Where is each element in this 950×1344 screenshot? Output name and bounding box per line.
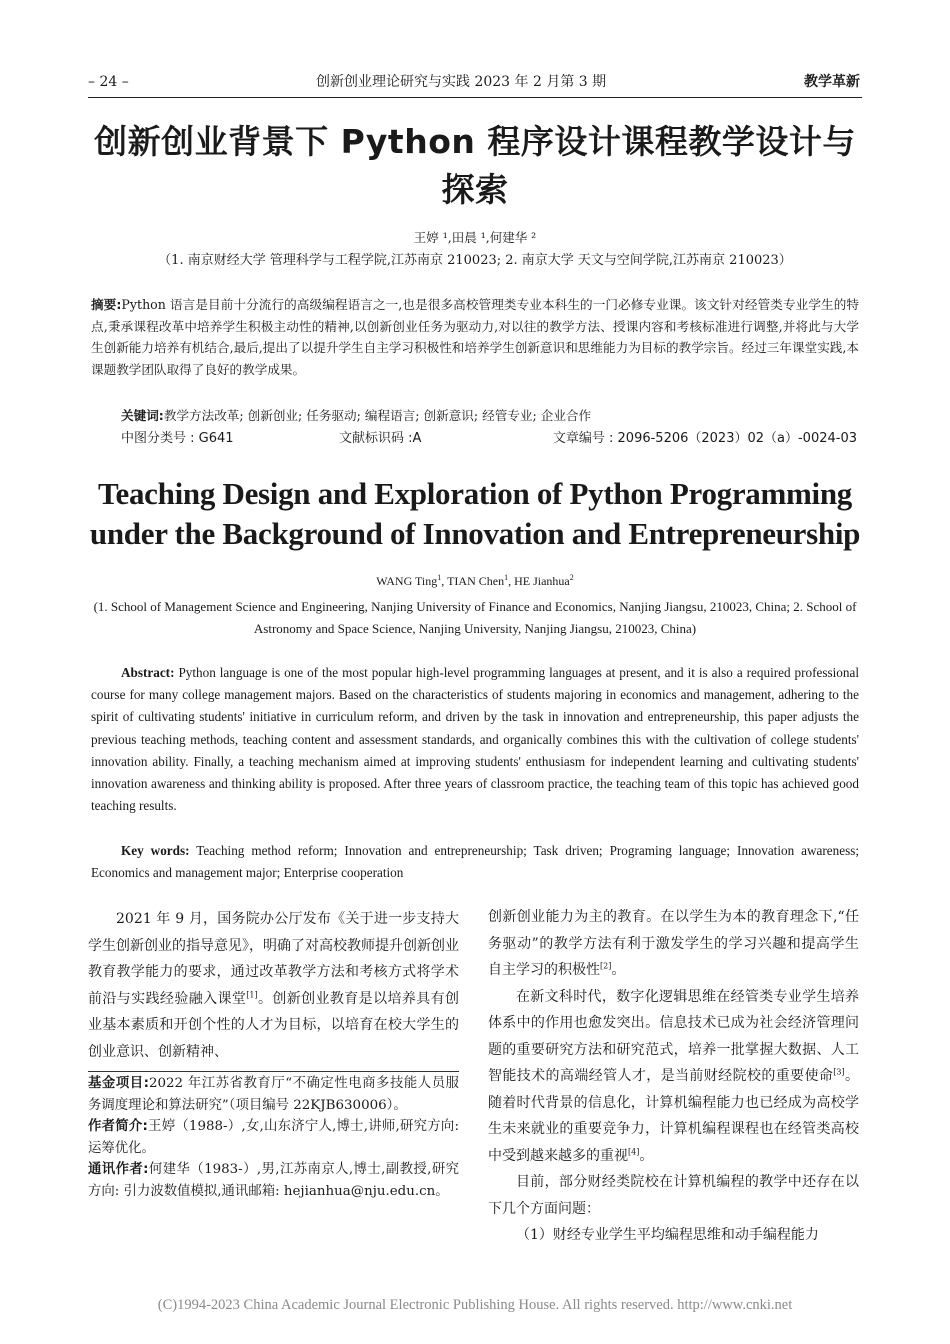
- author-en-1-sup: 1: [437, 573, 442, 582]
- affiliations-en: (1. School of Management Science and Engineering, Nanjing University of Finance and Economics, Nanjing Jiangsu, 210023, China; 2. School of Astronomy and Space Science, Nanjing University, Nanjing Jiangsu, 210023, China): [93, 599, 857, 636]
- abstract-cn-text: Python 语言是目前十分流行的高级编程语言之一,也是很多高校管理类专业本科生的一门必修专业课。该文针对经管类专业学生的特点,秉承课程改革中培养学生积极主动性的精神,以创新创业任务为驱动力,对以往的教学方法、授课内容和考核标准进行调整,并将此与大学生创新能力培养有机结合,最后,提出了以提升学生自主学习积极性和培养学生创新意识和思维能力为目标的教学宗旨。经过三年课堂实践,本课题教学团队取得了良好的教学成果。: [91, 297, 859, 378]
- citation: [1]: [246, 989, 258, 999]
- section-label: 教学革新: [804, 74, 860, 90]
- abstract-cn-label: 摘要:: [91, 297, 122, 312]
- abstract-en-label: Abstract:: [121, 665, 175, 680]
- contact-note: [88, 1159, 459, 1202]
- body-text: 创新创业能力为主的教育。在以学生为本的教育理念下,“任务驱动”的教学方法有利于激发学生的学习兴趣和提高学生自主学习的积极性: [488, 909, 859, 978]
- body-text: 。: [639, 1147, 654, 1164]
- fund-note: [88, 1073, 459, 1116]
- author-en-3: HE Jianhua: [514, 574, 570, 588]
- body-text: 2021 年 9 月，国务院办公厅发布《关于进一步支持大学生创新创业的指导意见》，明确了对高校教师提升创新创业教育教学能力的要求，通过改革教学方法和考核方式将学术前沿与实践经验融入课堂: [88, 911, 459, 1007]
- body-text: 。: [611, 962, 626, 978]
- abstract-en: [91, 662, 859, 817]
- keywords-en-label: Key words:: [121, 843, 190, 858]
- authors-en: WANG Ting$^1$, TIAN Chen$^1$, HE Jianhua$^2$: [376, 573, 574, 588]
- keywords-en: [91, 840, 859, 884]
- abstract-cn: [91, 294, 859, 381]
- journal-header: 创新创业理论研究与实践 2023 年 2 月第 3 期: [316, 74, 607, 90]
- clc-number: 中图分类号 : G641: [121, 431, 234, 446]
- body-paragraph: （1）财经专业学生平均编程思维和动手编程能力: [516, 1227, 819, 1243]
- author-en-3-sup: 2: [569, 573, 574, 582]
- footnote-rule: [88, 1071, 459, 1072]
- page-number: – 24 –: [88, 74, 129, 90]
- header-rule: [88, 97, 862, 98]
- author-note: [88, 1116, 459, 1159]
- article-number: 文章编号 : 2096-5206（2023）02（a）-0024-03: [552, 431, 857, 446]
- contact-text: 何建华（1983-）,男,江苏南京人,博士,副教授,研究方向: 引力波数值模拟,通讯邮箱: hejianhua@nju.edu.cn。: [88, 1162, 459, 1199]
- fund-label: 基金项目:: [88, 1076, 149, 1091]
- author-note-text: 王婷（1988-）,女,山东济宁人,博士,讲师,研究方向: 运筹优化。: [88, 1119, 459, 1156]
- body-paragraph: [88, 906, 459, 1065]
- body-column-right: [488, 904, 859, 1249]
- body-text: 。创新创业教育是以培养具有创业基本素质和开创个性的人才为目标，以培育在校大学生的创业意识、创新精神、: [88, 990, 460, 1060]
- keywords-cn: [121, 406, 861, 426]
- body-text: 在新文科时代，数字化逻辑思维在经管类专业学生培养体系中的作用也愈发突出。信息技术已成为社会经济管理问题的重要研究方法和研究范式，培养一批掌握大数据、人工智能技术的高端经管人才，是当前财经院校的重要使命: [488, 988, 859, 1084]
- citation: [4]: [628, 1146, 640, 1156]
- body-text: 。随着时代背景的信息化，计算机编程能力也已经成为高校学生未来就业的重要竞争力，计算机编程课程也在经管类高校中受到越来越多的重视: [488, 1068, 860, 1164]
- title-en-line1: Teaching Design and Exploration of Python Programming: [97, 476, 852, 511]
- title-cn: [60, 118, 890, 214]
- keywords-en-text: Teaching method reform; Innovation and entrepreneurship; Task driven; Programing language; Innovation awareness; Economics and management major; Enterprise cooperation: [91, 843, 860, 881]
- document-code: 文献标识码 :A: [339, 431, 422, 446]
- fund-text: 2022 年江苏省教育厅“不确定性电商多技能人员服务调度理论和算法研究”（项目编号 22KJB630006）。: [88, 1076, 459, 1113]
- body-column-left: [88, 906, 459, 1065]
- title-cn-line1: 创新创业背景下 Python 程序设计课程教学设计与: [94, 122, 856, 161]
- author-en-2-sup: 1: [504, 573, 509, 582]
- title-en: [60, 474, 890, 554]
- copyright-footer: (C)1994-2023 China Academic Journal Electronic Publishing House. All rights reserved. http://www.cnki.net: [157, 1297, 793, 1313]
- keywords-cn-label: 关键词:: [121, 408, 164, 423]
- abstract-en-text: Python language is one of the most popular high-level programming languages at present, and it is also a required professional course for many college management majors. Based on the characteristics of students majoring in economics and management, adhering to the spirit of cultivating students' initiative in curriculum reform, and driven by the task in innovation and entrepreneurship, this paper adjusts the previous teaching methods, teaching content and assessment standards, and organically combines this with the cultivation of college students' innovation ability. Finally, a teaching mechanism aimed at improving students' enthusiasm for independent learning and cultivating students' innovation awareness and thinking ability is proposed. After three years of classroom practice, the teaching team of this topic has achieved good teaching results.: [91, 665, 859, 814]
- contact-label: 通讯作者:: [88, 1162, 149, 1178]
- affiliations-cn: （1. 南京财经大学 管理科学与工程学院,江苏南京 210023; 2. 南京大学 天文与空间学院,江苏南京 210023）: [158, 253, 792, 268]
- author-note-label: 作者简介:: [88, 1119, 148, 1135]
- author-en-2: TIAN Chen: [447, 574, 505, 588]
- body-paragraph: 目前，部分财经类院校在计算机编程的教学中还存在以下几个方面问题：: [488, 1174, 859, 1217]
- keywords-cn-text: 教学方法改革; 创新创业; 任务驱动; 编程语言; 创新意识; 经管专业; 企业合作: [163, 408, 592, 423]
- body-paragraph: [488, 984, 859, 1170]
- footnotes: [88, 1073, 459, 1203]
- citation: [2]: [600, 961, 612, 971]
- author-en-1: WANG Ting: [376, 574, 438, 588]
- authors-cn: 王婷 ¹,田晨 ¹,何建华 ²: [413, 230, 537, 245]
- title-cn-line2: 探索: [441, 170, 509, 209]
- body-paragraph: [488, 904, 859, 984]
- title-en-line2: under the Background of Innovation and Entrepreneurship: [89, 516, 861, 551]
- citation: [3]: [833, 1067, 845, 1077]
